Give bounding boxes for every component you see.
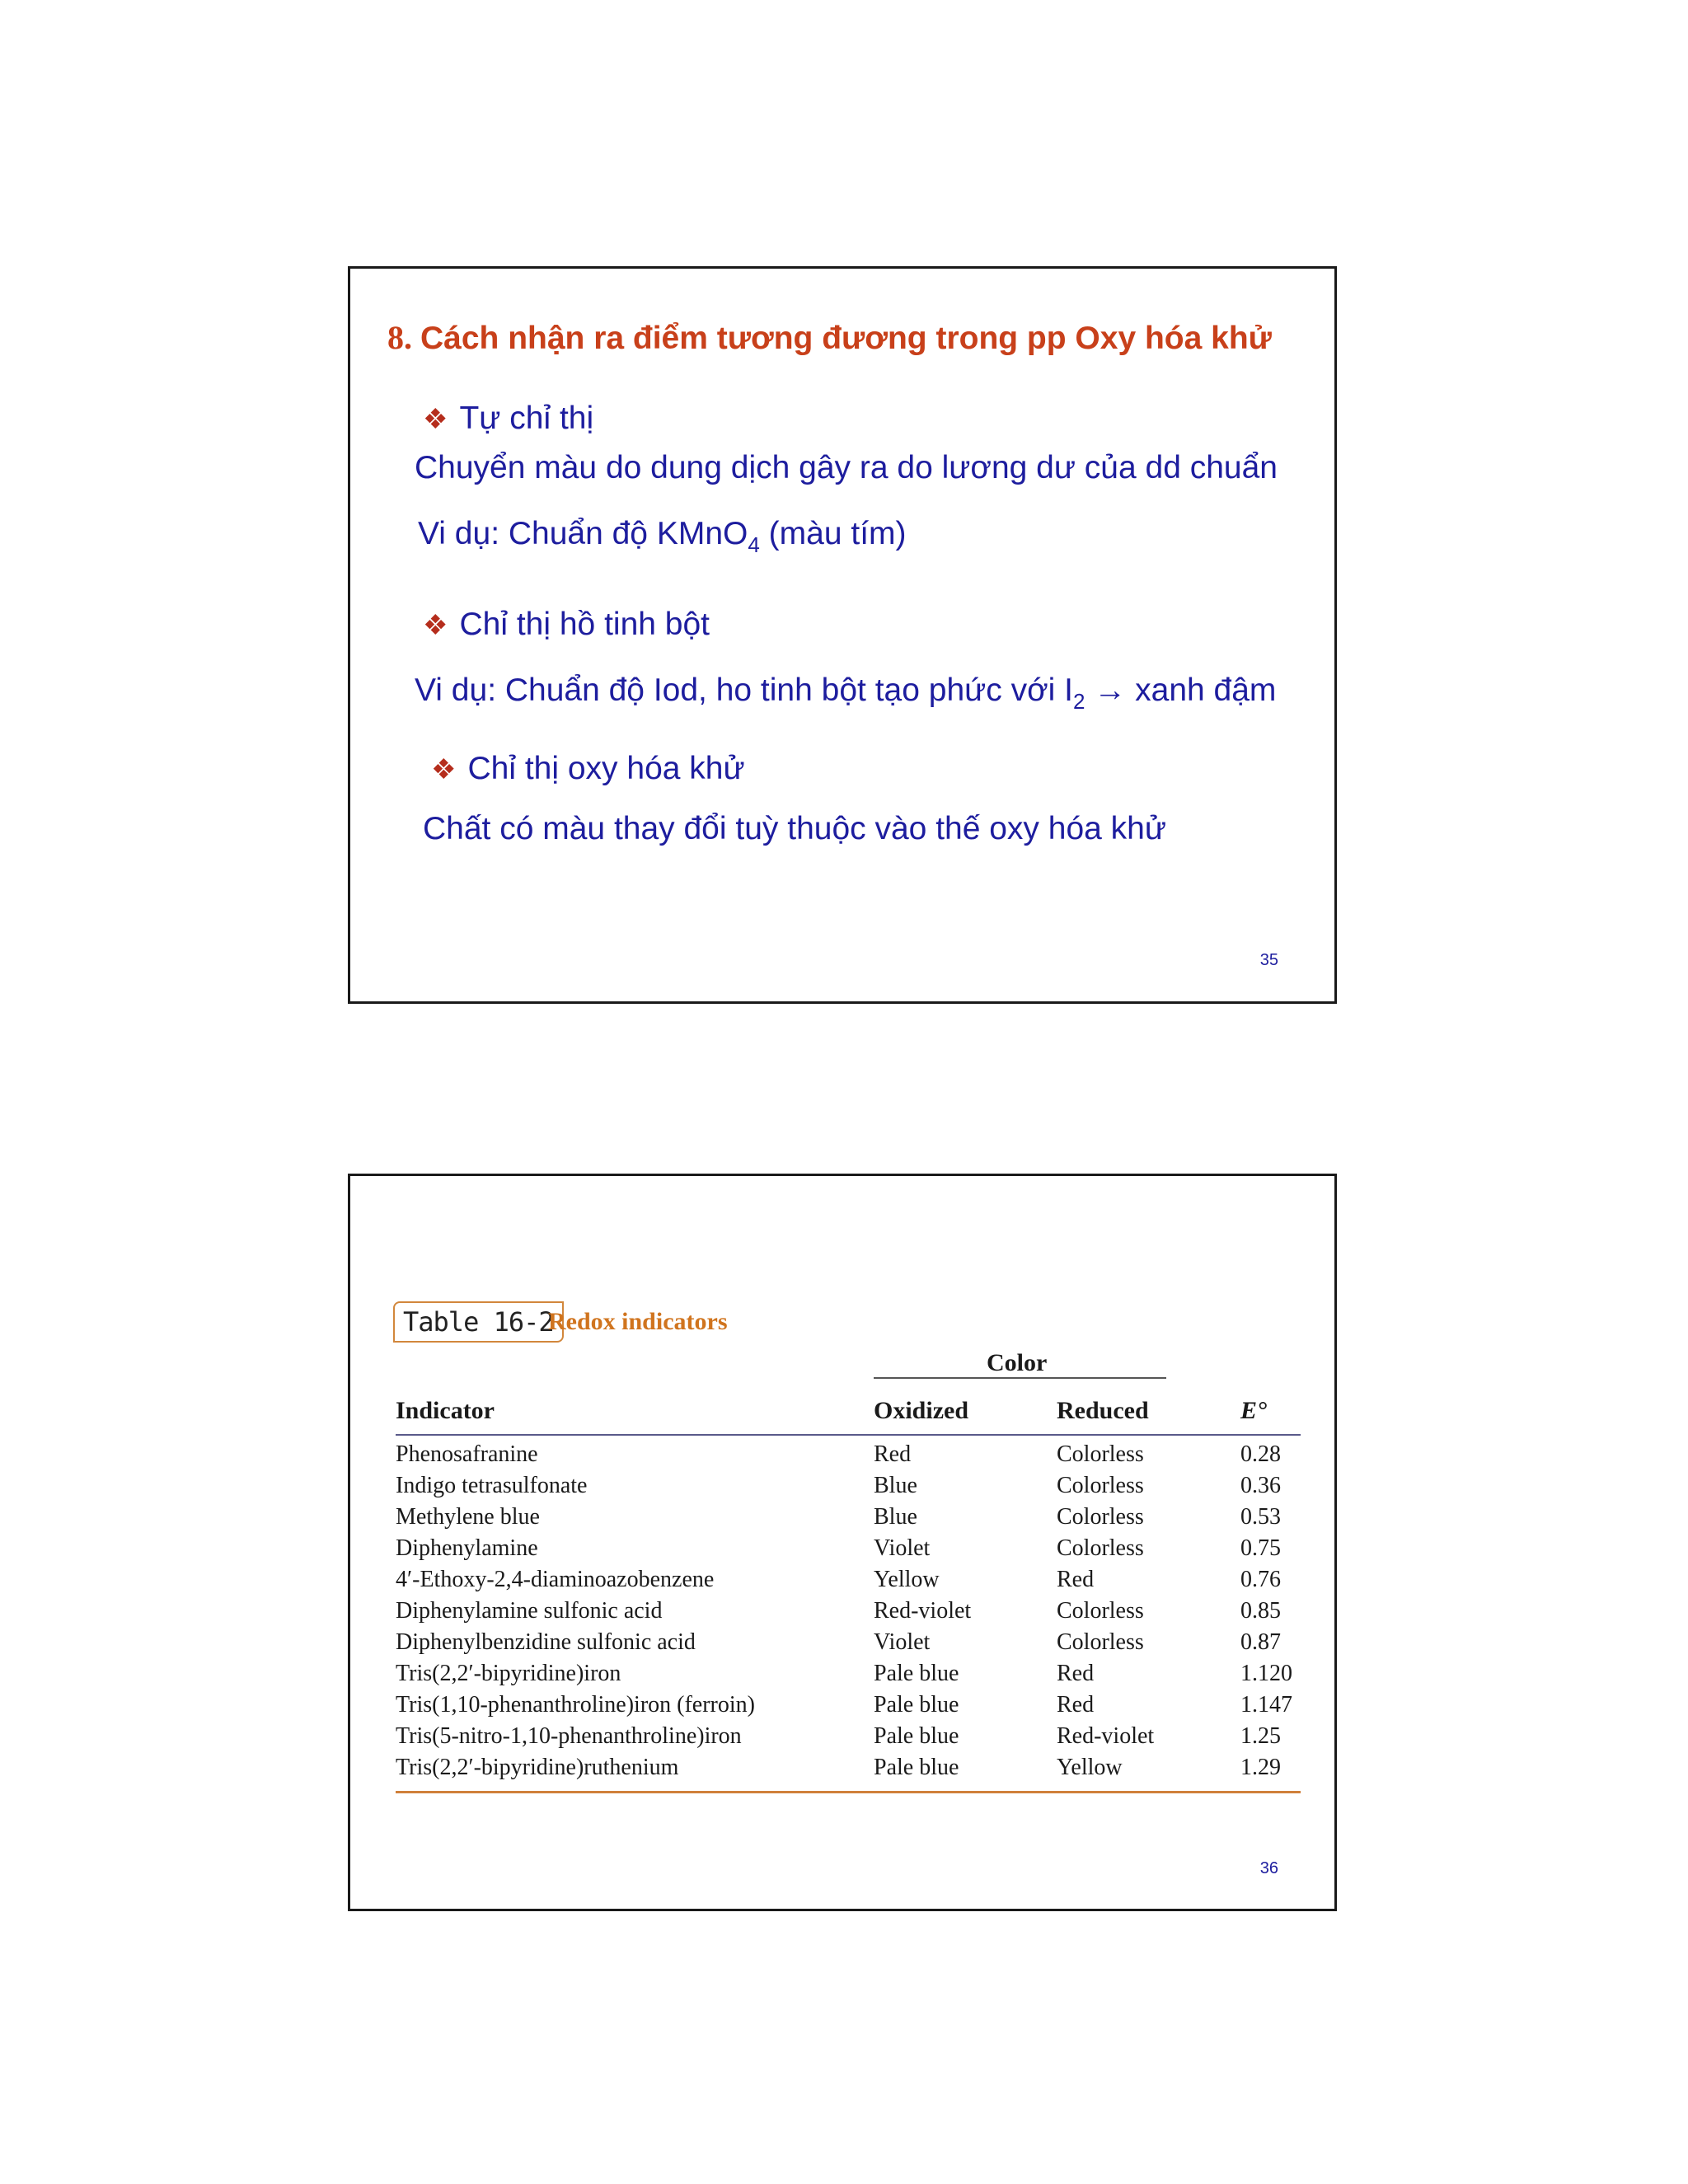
header-rule bbox=[396, 1434, 1301, 1436]
color-header-rule bbox=[874, 1377, 1166, 1379]
col-header-indicator: Indicator bbox=[396, 1397, 495, 1424]
cell-potential: 1.120 bbox=[1240, 1661, 1292, 1686]
example-text: Vi dụ: Chuẩn độ KMnO bbox=[418, 516, 748, 551]
page-number: 36 bbox=[1259, 1859, 1278, 1877]
cell-potential: 0.87 bbox=[1240, 1629, 1281, 1655]
cell-potential: 1.147 bbox=[1240, 1692, 1292, 1718]
title-number: 8. bbox=[387, 319, 412, 356]
cell-oxidized: Violet bbox=[874, 1629, 931, 1655]
cell-oxidized: Blue bbox=[874, 1504, 917, 1530]
bullet-label: Chỉ thị oxy hóa khử bbox=[467, 751, 745, 786]
slide-36 bbox=[348, 1174, 1337, 1911]
cell-indicator: Diphenylbenzidine sulfonic acid bbox=[396, 1629, 696, 1655]
self-indicator-description: Chuyển màu do dung dịch gây ra do lương dư của dd chuẩn bbox=[415, 450, 1278, 485]
cell-reduced: Red bbox=[1057, 1567, 1095, 1592]
cell-oxidized: Red bbox=[874, 1441, 912, 1467]
table-bottom-rule bbox=[396, 1791, 1301, 1793]
bullet-redox-indicator bbox=[431, 751, 745, 787]
cell-potential: 0.36 bbox=[1240, 1473, 1281, 1498]
cell-reduced: Colorless bbox=[1057, 1629, 1144, 1655]
subscript: 2 bbox=[1073, 689, 1085, 714]
cell-potential: 0.76 bbox=[1240, 1567, 1281, 1592]
cell-indicator: Tris(2,2′-bipyridine)ruthenium bbox=[396, 1755, 679, 1780]
cell-oxidized: Blue bbox=[874, 1473, 917, 1498]
cell-indicator: Diphenylamine sulfonic acid bbox=[396, 1598, 663, 1624]
cell-indicator: Diphenylamine bbox=[396, 1535, 538, 1561]
cell-reduced: Colorless bbox=[1057, 1473, 1144, 1498]
bullet-label: Tự chỉ thị bbox=[459, 401, 594, 436]
cell-reduced: Red bbox=[1057, 1692, 1095, 1718]
cell-potential: 1.25 bbox=[1240, 1723, 1281, 1749]
cell-oxidized: Red-violet bbox=[874, 1598, 972, 1624]
slide-35 bbox=[348, 266, 1337, 1004]
cell-indicator: Methylene blue bbox=[396, 1504, 540, 1530]
cell-oxidized: Pale blue bbox=[874, 1723, 959, 1749]
cell-reduced: Yellow bbox=[1057, 1755, 1123, 1780]
table-number-tag: Table 16-2 bbox=[393, 1301, 564, 1343]
cell-potential: 0.28 bbox=[1240, 1441, 1281, 1467]
cell-potential: 0.85 bbox=[1240, 1598, 1281, 1624]
col-header-reduced: Reduced bbox=[1057, 1397, 1149, 1424]
color-group-header: Color bbox=[987, 1349, 1048, 1376]
bullet-self-indicator bbox=[423, 401, 593, 437]
bullet-label: Chỉ thị hồ tinh bột bbox=[459, 607, 710, 642]
cell-potential: 1.29 bbox=[1240, 1755, 1281, 1780]
cell-oxidized: Pale blue bbox=[874, 1661, 959, 1686]
cell-potential: 0.75 bbox=[1240, 1535, 1281, 1561]
cell-oxidized: Pale blue bbox=[874, 1755, 959, 1780]
cell-potential: 0.53 bbox=[1240, 1504, 1281, 1530]
page-number: 35 bbox=[1259, 951, 1278, 969]
example-text: Vi dụ: Chuẩn độ Iod, ho tinh bột tạo phức với I bbox=[415, 673, 1073, 708]
self-indicator-example bbox=[418, 516, 907, 557]
subscript: 4 bbox=[748, 532, 760, 557]
cell-oxidized: Pale blue bbox=[874, 1692, 959, 1718]
cell-oxidized: Violet bbox=[874, 1535, 931, 1561]
cell-oxidized: Yellow bbox=[874, 1567, 940, 1592]
bullet-starch-indicator bbox=[423, 607, 710, 643]
cell-reduced: Colorless bbox=[1057, 1535, 1144, 1561]
example-text-end: (màu tím) bbox=[759, 516, 907, 551]
cell-indicator: Tris(5-nitro-1,10-phenanthroline)iron bbox=[396, 1723, 742, 1749]
slide-title bbox=[387, 318, 1272, 357]
table-caption: Redox indicators bbox=[548, 1308, 728, 1335]
cell-indicator: Indigo tetrasulfonate bbox=[396, 1473, 588, 1498]
cell-indicator: 4′-Ethoxy-2,4-diaminoazobenzene bbox=[396, 1567, 715, 1592]
four-diamond-bullet-icon: ❖ bbox=[423, 404, 448, 435]
col-header-potential: E° bbox=[1240, 1397, 1268, 1424]
cell-reduced: Colorless bbox=[1057, 1598, 1144, 1624]
redox-indicator-description: Chất có màu thay đổi tuỳ thuộc vào thế oxy hóa khử bbox=[423, 811, 1166, 846]
cell-indicator: Phenosafranine bbox=[396, 1441, 538, 1467]
starch-indicator-example bbox=[415, 673, 1277, 714]
cell-reduced: Colorless bbox=[1057, 1441, 1144, 1467]
four-diamond-bullet-icon: ❖ bbox=[431, 754, 457, 785]
cell-indicator: Tris(2,2′-bipyridine)iron bbox=[396, 1661, 621, 1686]
col-header-oxidized: Oxidized bbox=[874, 1397, 969, 1424]
example-text-end: → xanh đậm bbox=[1085, 673, 1277, 708]
cell-indicator: Tris(1,10-phenanthroline)iron (ferroin) bbox=[396, 1692, 755, 1718]
title-text: Cách nhận ra điểm tương đương trong pp Oxy hóa khử bbox=[420, 321, 1272, 356]
four-diamond-bullet-icon: ❖ bbox=[423, 610, 448, 641]
cell-reduced: Colorless bbox=[1057, 1504, 1144, 1530]
cell-reduced: Red bbox=[1057, 1661, 1095, 1686]
cell-reduced: Red-violet bbox=[1057, 1723, 1155, 1749]
